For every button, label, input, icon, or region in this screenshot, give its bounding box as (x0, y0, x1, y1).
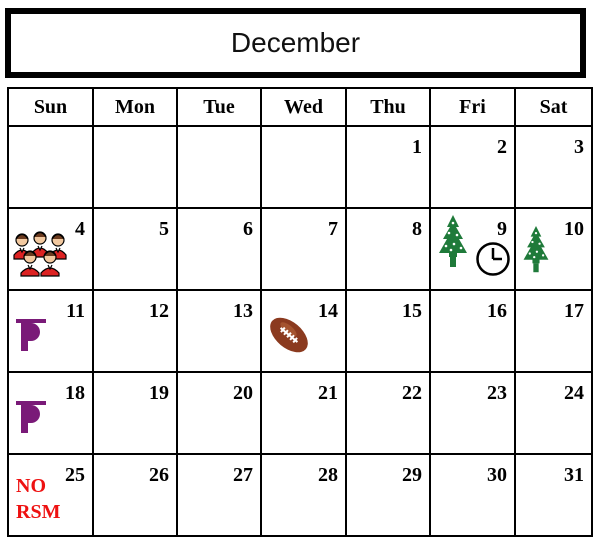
day-number: 20 (233, 382, 253, 404)
day-number: 10 (564, 218, 584, 240)
day-number: 2 (497, 136, 507, 158)
day-cell-14[interactable] (261, 290, 346, 372)
day-number: 29 (402, 464, 422, 486)
weekday-thu: Thu (346, 88, 430, 126)
month-title: December (5, 8, 586, 78)
day-number: 21 (318, 382, 338, 404)
no-rsm-line: RSM (16, 501, 61, 523)
day-cell-empty (93, 126, 177, 208)
day-number: 19 (149, 382, 169, 404)
day-number: 17 (564, 300, 584, 322)
day-number: 25 (65, 464, 85, 486)
weekday-header-row (8, 88, 592, 126)
week-row (8, 126, 592, 208)
choir-icon (11, 229, 69, 277)
day-cell-18[interactable] (8, 372, 93, 454)
day-number: 7 (328, 218, 338, 240)
day-cell-2[interactable] (430, 126, 515, 208)
day-cell-4[interactable] (8, 208, 93, 290)
day-number: 30 (487, 464, 507, 486)
football-icon (265, 313, 313, 357)
day-cell-5[interactable] (93, 208, 177, 290)
week-row (8, 290, 592, 372)
day-number: 22 (402, 382, 422, 404)
day-number: 23 (487, 382, 507, 404)
day-cell-27[interactable] (177, 454, 261, 536)
day-cell-3[interactable] (515, 126, 592, 208)
day-cell-17[interactable] (515, 290, 592, 372)
weekday-sun: Sun (8, 88, 93, 126)
weekday-fri: Fri (430, 88, 515, 126)
day-cell-11[interactable] (8, 290, 93, 372)
day-number: 6 (243, 218, 253, 240)
day-number: 1 (412, 136, 422, 158)
day-cell-empty (261, 126, 346, 208)
weekday-tue: Tue (177, 88, 261, 126)
day-number: 12 (149, 300, 169, 322)
day-number: 26 (149, 464, 169, 486)
christmas-tree-icon (435, 213, 471, 271)
day-number: 18 (65, 382, 85, 404)
day-cell-16[interactable] (430, 290, 515, 372)
weekday-sat: Sat (515, 88, 592, 126)
day-number: 9 (497, 218, 507, 240)
calendar-grid (7, 87, 593, 537)
no-rsm-line: NO (16, 475, 46, 497)
day-number: 16 (487, 300, 507, 322)
day-cell-19[interactable] (93, 372, 177, 454)
day-cell-20[interactable] (177, 372, 261, 454)
day-cell-6[interactable] (177, 208, 261, 290)
day-number: 3 (574, 136, 584, 158)
day-cell-8[interactable] (346, 208, 430, 290)
christmas-tree-icon (520, 223, 552, 277)
no-rsm-note (16, 473, 60, 525)
day-number: 4 (75, 218, 85, 240)
day-number: 8 (412, 218, 422, 240)
day-cell-12[interactable] (93, 290, 177, 372)
weekday-wed: Wed (261, 88, 346, 126)
weekday-mon: Mon (93, 88, 177, 126)
day-cell-21[interactable] (261, 372, 346, 454)
day-number: 24 (564, 382, 584, 404)
day-cell-23[interactable] (430, 372, 515, 454)
p-icon (16, 401, 46, 433)
day-cell-26[interactable] (93, 454, 177, 536)
day-number: 5 (159, 218, 169, 240)
day-number: 14 (318, 300, 338, 322)
week-row (8, 372, 592, 454)
day-cell-7[interactable] (261, 208, 346, 290)
day-number: 11 (66, 300, 85, 322)
p-icon (16, 319, 46, 351)
day-cell-22[interactable] (346, 372, 430, 454)
day-number: 15 (402, 300, 422, 322)
week-row (8, 208, 592, 290)
day-cell-28[interactable] (261, 454, 346, 536)
week-row (8, 454, 592, 536)
day-cell-29[interactable] (346, 454, 430, 536)
day-number: 13 (233, 300, 253, 322)
day-cell-empty (8, 126, 93, 208)
clock-icon (475, 241, 511, 277)
day-cell-9[interactable] (430, 208, 515, 290)
day-cell-10[interactable] (515, 208, 592, 290)
day-cell-30[interactable] (430, 454, 515, 536)
day-number: 27 (233, 464, 253, 486)
day-number: 28 (318, 464, 338, 486)
day-number: 31 (564, 464, 584, 486)
day-cell-13[interactable] (177, 290, 261, 372)
day-cell-empty (177, 126, 261, 208)
day-cell-1[interactable] (346, 126, 430, 208)
day-cell-15[interactable] (346, 290, 430, 372)
day-cell-31[interactable] (515, 454, 592, 536)
day-cell-24[interactable] (515, 372, 592, 454)
day-cell-25[interactable] (8, 454, 93, 536)
